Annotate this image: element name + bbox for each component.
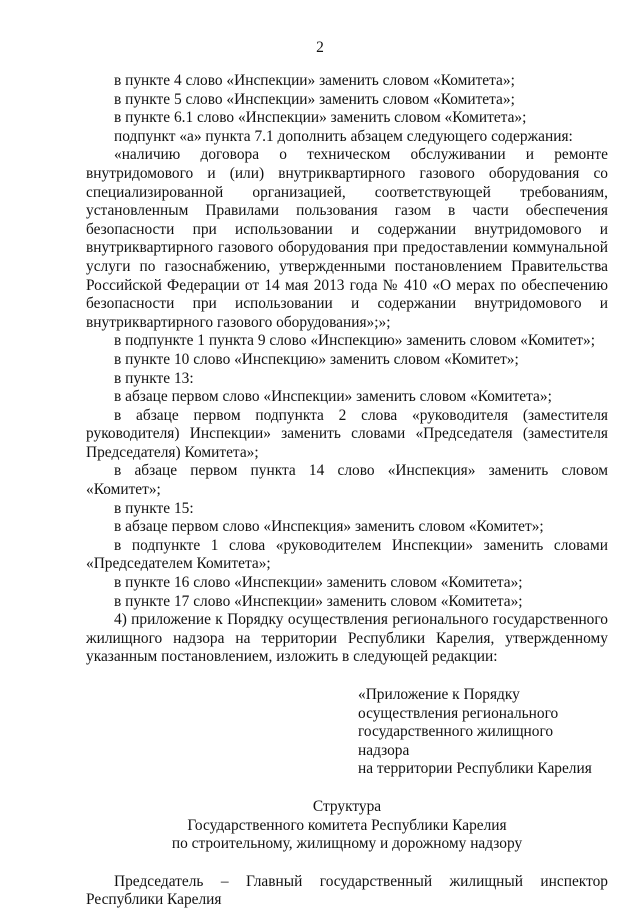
paragraph-item-7-1: подпункт «а» пункта 7.1 дополнить абзацем следующего содержания: xyxy=(114,127,573,145)
paragraph-item-13-sub2: в абзаце первом подпункта 2 слова «руководителя (заместителя руководителя) Инспекции» заменить словами «Председателя (заместителя Председателя) Комитета»; xyxy=(86,406,608,461)
spacer xyxy=(86,854,608,873)
spacer xyxy=(86,667,608,686)
spacer xyxy=(86,779,608,798)
paragraph-item-14: в абзаце первом пункта 14 слово «Инспекция» заменить словом «Комитет»; xyxy=(86,462,608,499)
paragraph-gas-contract: «наличию договора о техническом обслуживании и ремонте внутридомового и (или) внутриквартирного газового оборудования со специализированной организацией, соответствующей требованиям, установленным Правилами пользования газом в части обеспечения безопасности при использовании и содержании внутридомового и внутриквартирного газового оборудования при предоставлении коммунальной услуги по газоснабжению, утвержденными постановлением Правительства Российской Федерации от 14 мая 2013 года № 410 «О мерах по обеспечению безопасности при использовании и содержании внутридомового и внутриквартирного газового оборудования»;»; xyxy=(86,146,608,331)
paragraph-item-6-1: в пункте 6.1 слово «Инспекции» заменить словом «Комитета»; xyxy=(114,109,527,127)
paragraph-item-5: в пункте 5 слово «Инспекции» заменить словом «Комитета»; xyxy=(114,90,515,108)
paragraph-item-15-abzac: в абзаце первом слово «Инспекция» заменить словом «Комитет»; xyxy=(114,518,544,536)
appendix-heading-line-3: государственного жилищного надзора xyxy=(358,723,554,759)
page-number: 2 xyxy=(316,39,324,56)
paragraph-appendix-change: 4) приложение к Порядку осуществления регионального государственного жилищного надзора на территории Республики Карелия, утвержденному указанным постановлением, изложить в следующей редакции: xyxy=(86,611,608,666)
paragraph-item-4: в пункте 4 слово «Инспекции» заменить словом «Комитета»; xyxy=(114,72,515,89)
document-body xyxy=(86,72,608,910)
paragraph-item-9: в подпункте 1 пункта 9 слово «Инспекцию» заменить словом «Комитет»; xyxy=(114,332,595,350)
paragraph-item-13-abzac: в абзаце первом слово «Инспекции» заменить словом «Комитета»; xyxy=(114,388,552,406)
paragraph-item-13: в пункте 13: xyxy=(114,369,194,387)
paragraph-item-16: в пункте 16 слово «Инспекции» заменить словом «Комитета»; xyxy=(114,574,523,592)
structure-title-line-1: Структура xyxy=(312,797,382,815)
appendix-heading-line-1: «Приложение к Порядку xyxy=(358,686,520,703)
paragraph-item-15-sub1: в подпункте 1 слова «руководителем Инспекции» заменить словами «Председателем Комитета»; xyxy=(86,536,608,573)
paragraph-item-17: в пункте 17 слово «Инспекции» заменить словом «Комитета»; xyxy=(114,592,523,610)
paragraph-item-15: в пункте 15: xyxy=(114,499,194,517)
appendix-heading-line-2: осуществления регионального xyxy=(358,704,559,722)
structure-title-line-3: по строительному, жилищному и дорожному надзору xyxy=(171,835,523,853)
structure-title-line-2: Государственного комитета Республики Карелия xyxy=(187,816,507,834)
paragraph-item-10: в пункте 10 слово «Инспекцию» заменить словом «Комитет»; xyxy=(114,350,519,368)
paragraph-chairman: Председатель – Главный государственный жилищный инспектор Республики Карелия xyxy=(86,872,608,909)
appendix-heading-line-4: на территории Республики Карелия xyxy=(358,760,592,778)
